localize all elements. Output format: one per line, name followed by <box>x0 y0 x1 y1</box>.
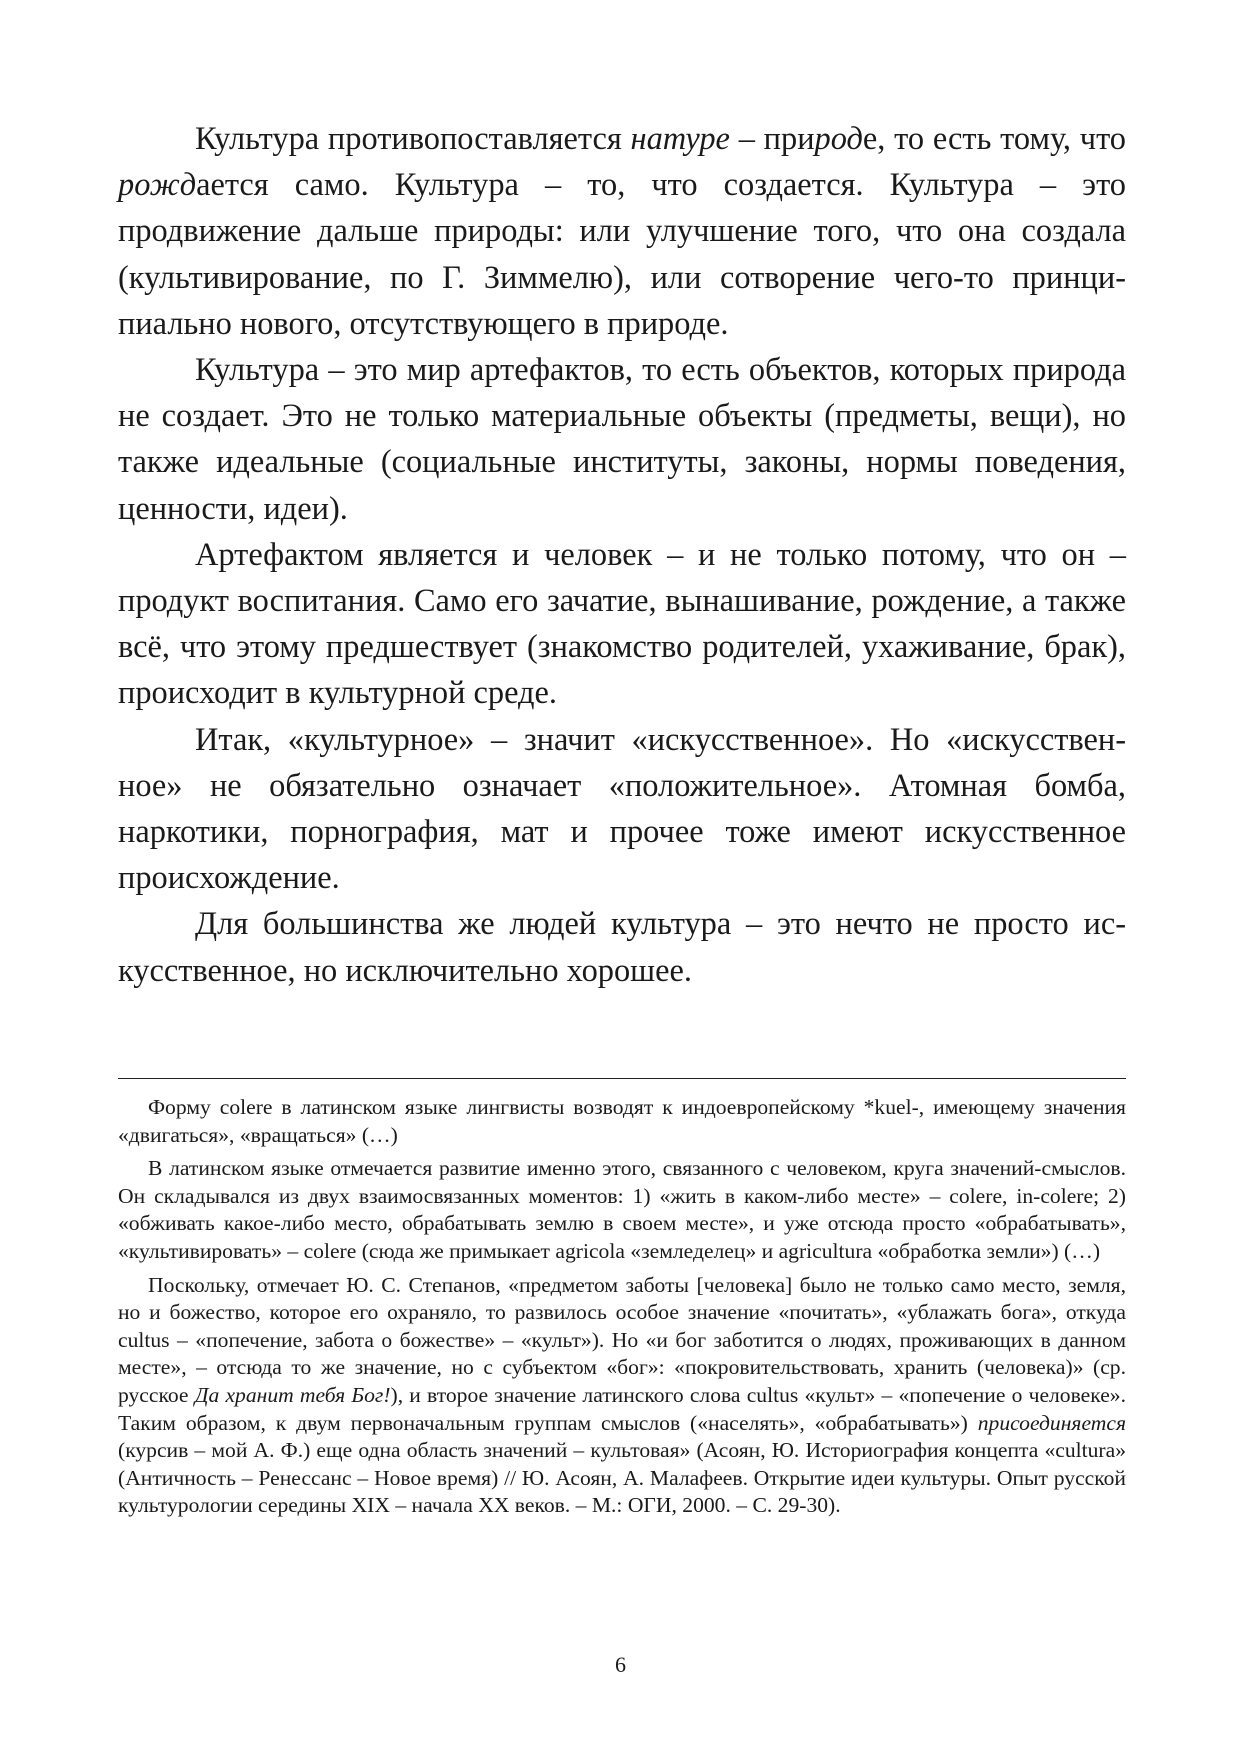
text-run: (курсив – мой А. Ф.) еще одна область значений – культовая» (Асоян, Ю. Историография концепта «cultura» (Античность – Ренессанс – Новое время) // Ю. Асоян, А. Малафеев. Открытие идеи культуры. Опыт русской культурологии середины XIX – начала XX веков. – М.: ОГИ, 2000. – С. 29-30). <box>118 1438 1126 1518</box>
text-run: Культура – это мир артефактов, то есть объектов, которых природа не создает. Это не только материальные объекты (предметы, вещи), но также идеальные (социальные институты, законы, нормы поведения, ценности, идеи). <box>118 352 1126 527</box>
main-text <box>118 116 1126 994</box>
main-paragraph-2 <box>118 347 1126 532</box>
text-run: Форму colere в латинском языке лингвисты возводят к индоевропейскому *kuel-, имеющему значения «двигаться», «вращаться» (…) <box>118 1095 1126 1147</box>
text-run: – при <box>729 121 815 157</box>
italic-text-run: род <box>814 121 863 157</box>
footnote-paragraph-3 <box>118 1272 1126 1520</box>
footnote-paragraph-2 <box>118 1155 1126 1265</box>
text-run: В латинском языке отмечается развитие именно этого, связанного с человеком, круга значений-смыслов. Он складывался из двух взаимосвязанных моментов: 1) «жить в каком-либо месте» – colere, in-colere; 2) «обживать какое-либо место, обрабатывать землю в своем месте», и уже отсюда просто «обрабатывать», «культивировать» – colere (сюда же примыкает agricola «земледелец» и agricultura «обработка земли») (…) <box>118 1156 1126 1263</box>
text-run: Для большинства же людей культура – это нечто не просто искусственное, но исключительно хорошее. <box>118 906 1126 989</box>
main-paragraph-4 <box>118 717 1126 902</box>
italic-text-run: рожд <box>118 167 197 204</box>
footnote-divider <box>118 1078 1126 1079</box>
italic-text-run: натуре <box>630 121 730 157</box>
main-paragraph-5 <box>118 901 1126 993</box>
text-run: Культура противопоставляется <box>195 121 631 157</box>
text-run: е, то есть тому, что <box>862 121 1126 157</box>
main-paragraph-1 <box>118 116 1126 347</box>
main-paragraph-3 <box>118 532 1126 717</box>
footnote-paragraph-1 <box>118 1094 1126 1149</box>
text-run: Артефактом является и человек – и не только потому, что он – продукт воспитания. Само его зачатие, вынашивание, рождение, а также всё, что этому предшествует (знакомство родителей, ухаживание, брак), происходит в культурной среде. <box>118 536 1126 712</box>
text-run: Итак, «культурное» – значит «искусственное». Но «искусственное» не обязательно означает «положительное». Атомная бомба, наркотики, порнография, мат и прочее тоже имеют искусственное происхождение. <box>118 721 1126 897</box>
text-run: ), и второе значение латинского слова cultus «культ» – «попечение о человеке». Таким образом, к двум первоначальным группам смыслов («населять», «обрабатывать») <box>118 1382 1126 1435</box>
italic-text-run: Да хранит тебя Бог! <box>194 1382 391 1407</box>
italic-text-run: присоединяется <box>977 1410 1126 1435</box>
text-run: ается само. Культура – то, что создается. Культура – это продвижение дальше природы: или улучшение того, что она создала (культивирование, по Г. Зиммелю), или сотворение чего-то принципиально нового, отсутствующего в природе. <box>118 167 1126 342</box>
page-number: 6 <box>615 1652 626 1677</box>
text-run: Поскольку, отмечает Ю. С. Степанов, «предметом заботы [человека] было не только само место, земля, но и божество, которое его охраняло, то развилось особое значение «почитать», «ублажать бога», откуда cultus – «попечение, забота о божестве» – «культ»). Но «и бог заботится о людях, проживающих в данном месте», – отсюда то же значение, но с субъектом «бог»: «покровительствовать, хранить (человека)» (ср. русское <box>118 1272 1126 1407</box>
footnotes <box>118 1094 1126 1526</box>
